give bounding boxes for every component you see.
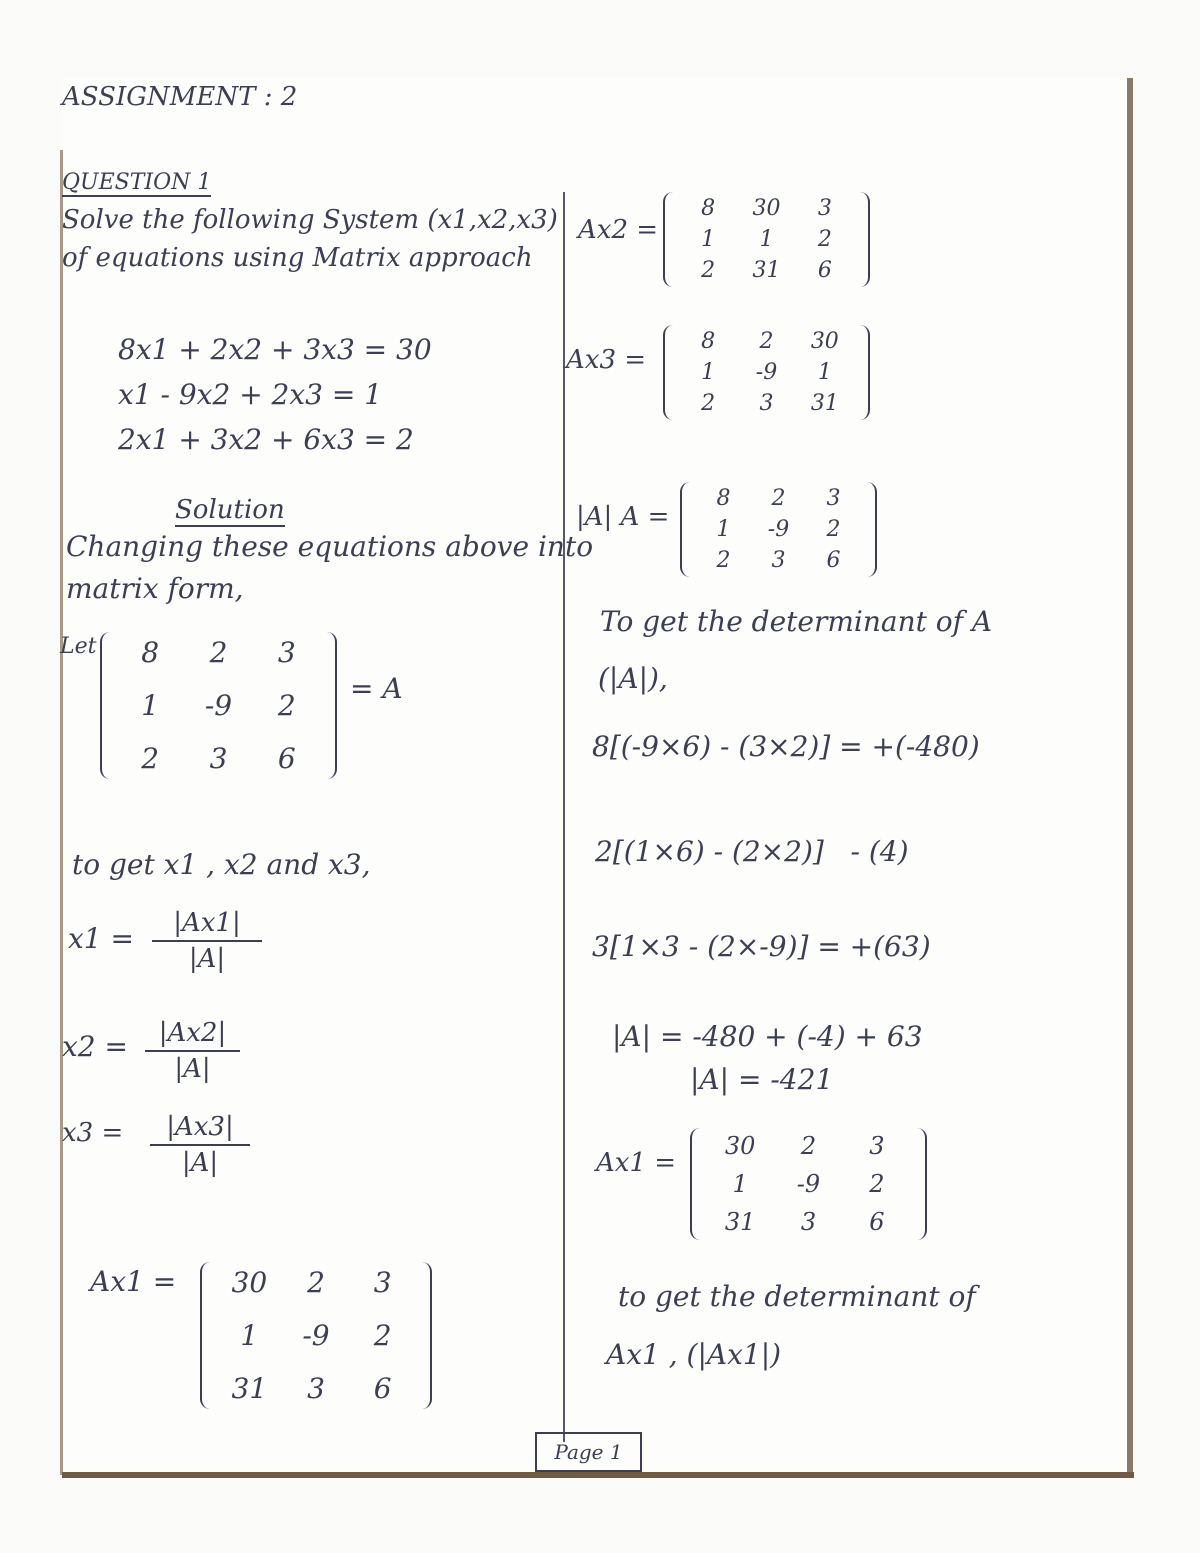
matrix-cell: 1 [701, 227, 716, 252]
matrix-cell: 3 [277, 636, 296, 669]
matrix-cell: 1 [716, 517, 731, 542]
matrix-cell: 3 [817, 196, 832, 221]
matrix-ax3 [663, 325, 870, 420]
matrix-cell: 3 [373, 1266, 392, 1299]
matrix-ax1 [200, 1262, 432, 1409]
matrix-cell: -9 [796, 1170, 821, 1198]
matrix-cell: 31 [231, 1372, 268, 1405]
prompt-line-2: of equations using Matrix approach [62, 243, 533, 273]
matrix-cell: 1 [701, 360, 716, 385]
matrix-cell: 3 [800, 1208, 817, 1236]
matrix-cell: 2 [869, 1170, 885, 1198]
x2-numerator: |Ax2| [158, 1018, 227, 1048]
determinant-text-1: To get the determinant of A [600, 605, 993, 638]
matrix-cell: 2 [307, 1266, 325, 1299]
matrix-cell: 31 [810, 391, 839, 416]
matrix-cell: 30 [724, 1132, 756, 1160]
matrix-ax1-right [690, 1128, 927, 1240]
matrix-cell: -9 [767, 517, 790, 542]
x1-fraction [152, 908, 262, 974]
matrix-cell: 2 [141, 742, 160, 775]
matrix-cell: 6 [869, 1208, 885, 1236]
matrix-a-right [680, 482, 877, 577]
matrix-cell: 2 [701, 258, 716, 283]
equation-1: 8x1 + 2x2 + 3x3 = 30 [118, 333, 432, 366]
matrix-cell: 8 [716, 486, 731, 511]
x2-label: x2 = [62, 1030, 128, 1063]
matrix-cell: 1 [759, 227, 774, 252]
a-label: |A| A = [576, 502, 670, 532]
solution-heading: Solution [175, 495, 285, 525]
ax2-label: Ax2 = [578, 215, 659, 245]
matrix-cell: -9 [204, 689, 233, 722]
matrix-cell: 2 [759, 329, 774, 354]
solution-line-2: matrix form, [66, 572, 244, 605]
matrix-cell: 6 [277, 742, 296, 775]
matrix-cell: 30 [231, 1266, 268, 1299]
column-divider [563, 192, 565, 1442]
matrix-cell: -9 [755, 360, 778, 385]
prompt-line-1: Solve the following System (x1,x2,x3) [62, 205, 558, 235]
x1-denominator: |A| [188, 944, 226, 974]
matrix-cell: 1 [817, 360, 832, 385]
x3-fraction [150, 1112, 250, 1178]
determinant-sum: |A| = -480 + (-4) + 63 [612, 1020, 923, 1053]
matrix-cell: 3 [759, 391, 774, 416]
matrix-cell: 1 [240, 1319, 259, 1352]
matrix-cell: 2 [817, 227, 832, 252]
cofactor-step-1: 8[(-9×6) - (3×2)] = +(-480) [592, 730, 980, 763]
matrix-cell: 2 [771, 486, 786, 511]
matrix-cell: 8 [701, 196, 716, 221]
matrix-cell: 2 [373, 1319, 392, 1352]
final-text-1: to get the determinant of [618, 1280, 976, 1313]
paper-edge-bottom [62, 1472, 1134, 1478]
matrix-cell: 31 [752, 258, 781, 283]
equals-a: = A [350, 672, 403, 705]
matrix-cell: -9 [302, 1319, 330, 1352]
let-label: Let [60, 634, 97, 659]
equation-2: x1 - 9x2 + 2x3 = 1 [118, 378, 383, 411]
matrix-ax2 [663, 192, 870, 287]
matrix-cell: 3 [869, 1132, 885, 1160]
ax3-label: Ax3 = [566, 345, 647, 375]
matrix-cell: 2 [701, 391, 716, 416]
matrix-cell: 3 [307, 1372, 325, 1405]
x1-label: x1 = [68, 922, 134, 955]
matrix-cell: 8 [141, 636, 160, 669]
matrix-cell: 3 [826, 486, 841, 511]
paper-edge-right [1127, 78, 1133, 1478]
fraction-bar [150, 1144, 250, 1146]
matrix-cell: 6 [373, 1372, 392, 1405]
paper-edge-left [60, 150, 63, 1475]
matrix-cell: 8 [701, 329, 716, 354]
matrix-cell: 30 [752, 196, 781, 221]
page-number-box [535, 1432, 642, 1472]
determinant-text-2: (|A|), [598, 662, 668, 695]
x3-denominator: |A| [181, 1148, 219, 1178]
solution-line-1: Changing these equations above into [66, 530, 594, 563]
matrix-cell: 3 [771, 548, 786, 573]
x1-numerator: |Ax1| [173, 908, 241, 938]
question-heading: QUESTION 1 [62, 170, 212, 195]
assignment-title: ASSIGNMENT : 2 [62, 82, 298, 112]
fraction-bar [152, 940, 262, 942]
determinant-result: |A| = -421 [690, 1063, 834, 1096]
fraction-bar [145, 1050, 240, 1052]
final-text-2: Ax1 , (|Ax1|) [606, 1338, 782, 1371]
matrix-cell: 2 [277, 689, 296, 722]
matrix-cell: 1 [732, 1170, 748, 1198]
x3-label: x3 = [62, 1118, 124, 1148]
matrix-a [100, 632, 337, 779]
x2-fraction [145, 1018, 240, 1084]
matrix-cell: 31 [724, 1208, 756, 1236]
cofactor-step-3: 3[1×3 - (2×-9)] = +(63) [592, 930, 931, 963]
matrix-cell: 30 [810, 329, 839, 354]
matrix-cell: 6 [817, 258, 832, 283]
matrix-cell: 2 [209, 636, 228, 669]
ax1-right-label: Ax1 = [596, 1148, 677, 1178]
matrix-cell: 3 [209, 742, 228, 775]
matrix-cell: 2 [826, 517, 841, 542]
to-get-line: to get x1 , x2 and x3, [72, 848, 371, 881]
cofactor-step-2: 2[(1×6) - (2×2)] - (4) [595, 835, 909, 868]
matrix-cell: 2 [716, 548, 731, 573]
x2-denominator: |A| [174, 1054, 211, 1084]
page-number: Page 1 [554, 1440, 623, 1464]
matrix-cell: 6 [826, 548, 841, 573]
x3-numerator: |Ax3| [166, 1112, 234, 1142]
matrix-cell: 2 [800, 1132, 817, 1160]
matrix-cell: 1 [141, 689, 160, 722]
equation-3: 2x1 + 3x2 + 6x3 = 2 [118, 423, 414, 456]
ax1-label: Ax1 = [90, 1265, 177, 1298]
